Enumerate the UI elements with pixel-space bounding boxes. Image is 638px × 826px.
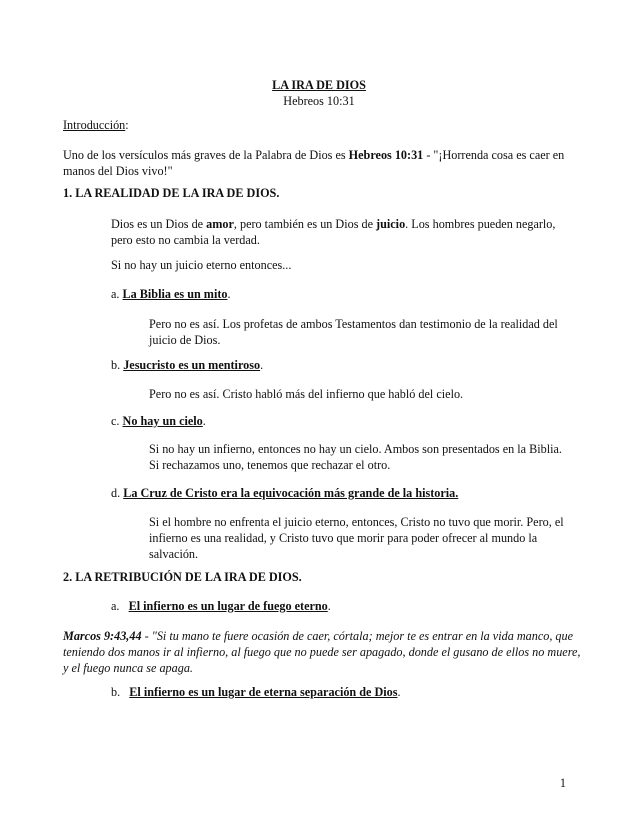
section2-item-a-title: El infierno es un lugar de fuego eterno	[128, 599, 328, 613]
intro-ref: Hebreos 10:31	[348, 148, 424, 162]
section2-item-a-letter: a.	[111, 599, 120, 613]
section1-p1-c: , pero también es un Dios de	[233, 217, 377, 231]
item-a-punct: .	[227, 287, 231, 301]
item-d-text: Si el hombre no enfrenta el juicio eterno, entonces, Cristo no tuvo que morir. Pero, el infierno es una realidad, y Cristo tuvo que morir para poder ofrecer al mundo la salvación.	[149, 515, 564, 561]
section1-p1-amor: amor	[206, 217, 234, 231]
title-block	[0, 77, 638, 109]
page-number: 1	[559, 776, 566, 790]
document-title: LA IRA DE DIOS	[272, 78, 366, 92]
item-a-letter: a.	[111, 287, 120, 301]
item-a-heading	[111, 286, 573, 302]
scripture-quote-ref: Marcos 9:43,44	[63, 629, 142, 643]
scripture-quote	[63, 628, 583, 676]
section1-p1-juicio: juicio	[376, 217, 406, 231]
item-b-heading	[111, 357, 573, 373]
item-c-letter: c.	[111, 414, 120, 428]
section1-p1-a: Dios es un Dios de	[111, 217, 207, 231]
intro-label-line	[63, 117, 573, 133]
item-c-text: Si no hay un infierno, entonces no hay un cielo. Ambos son presentados en la Biblia. Si rechazamos uno, tenemos que rechazar el otro.	[149, 442, 562, 472]
item-a-text: Pero no es así. Los profetas de ambos Testamentos dan testimonio de la realidad del juicio de Dios.	[149, 317, 558, 347]
item-d-heading	[111, 485, 573, 501]
section1-paragraph-2: Si no hay un juicio eterno entonces...	[111, 258, 292, 272]
item-b-text: Pero no es así. Cristo habló más del infierno que habló del cielo.	[149, 387, 464, 401]
section2-item-b-heading	[111, 684, 573, 700]
item-d-letter: d.	[111, 486, 121, 500]
item-b-title: Jesucristo es un mentiroso	[123, 358, 261, 372]
item-b-punct: .	[260, 358, 264, 372]
item-c-title: No hay un cielo	[122, 414, 203, 428]
item-d-title: La Cruz de Cristo era la equivocación más grande de la historia.	[123, 486, 459, 500]
document-subtitle: Hebreos 10:31	[283, 94, 355, 108]
intro-text-before: Uno de los versículos más graves de la Palabra de Dios es	[63, 148, 349, 162]
section1-p1-e: . Los hombres pueden negarlo, pero esto no cambia la verdad.	[111, 217, 556, 247]
section2-item-b-letter: b.	[111, 685, 121, 699]
section2-item-b-punct: .	[397, 685, 401, 699]
intro-label: Introducción	[63, 118, 126, 132]
section2-item-a-heading	[111, 598, 573, 614]
section2-heading: 2. LA RETRIBUCIÓN DE LA IRA DE DIOS.	[63, 570, 302, 584]
item-c-heading	[111, 413, 573, 429]
scripture-quote-text: - "Si tu mano te fuere ocasión de caer, córtala; mejor te es entrar en la vida manco, que teniendo dos manos ir al infierno, al fuego que no puede ser apagado, donde el gusano de ellos no muere, y el fuego nunca se apaga.	[63, 629, 581, 675]
section2-item-b-title: El infierno es un lugar de eterna separación de Dios	[129, 685, 398, 699]
intro-label-suffix: :	[125, 118, 129, 132]
intro-text-after: - "¡Horrenda cosa es caer en manos del Dios vivo!"	[63, 148, 565, 178]
section2-item-a-punct: .	[327, 599, 331, 613]
section1-heading: 1. LA REALIDAD DE LA IRA DE DIOS.	[63, 186, 280, 200]
item-b-letter: b.	[111, 358, 121, 372]
item-a-title: La Biblia es un mito	[122, 287, 228, 301]
section1-paragraph-1	[111, 216, 573, 248]
intro-paragraph	[63, 147, 573, 179]
item-c-punct: .	[202, 414, 206, 428]
